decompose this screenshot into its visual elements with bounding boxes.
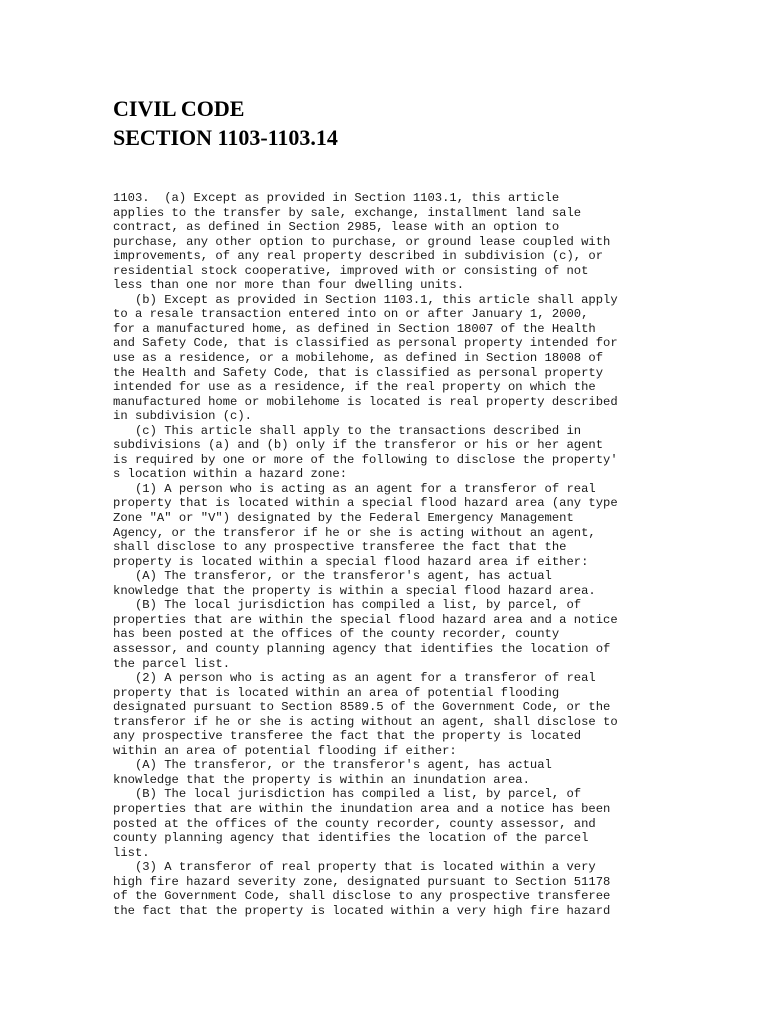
text-line: transferor if he or she is acting without an agent, shall disclose to — [113, 714, 618, 729]
text-line: 1103. (a) Except as provided in Section 1103.1, this article — [113, 191, 560, 205]
text-line: improvements, of any real property described in subdivision (c), or — [113, 249, 604, 264]
text-line: has been posted at the offices of the county recorder, county — [113, 627, 560, 642]
text-line: in subdivision (c). — [113, 409, 252, 424]
text-line: posted at the offices of the county recorder, county assessor, and — [113, 816, 596, 831]
text-line: property that is located within an area of potential flooding — [113, 685, 560, 700]
text-line: and Safety Code, that is classified as personal property intended for — [113, 336, 618, 351]
text-line: of the Government Code, shall disclose to any prospective transferee — [113, 889, 611, 904]
text-line: any prospective transferee the fact that the property is located — [113, 729, 582, 744]
text-line: list. — [113, 845, 150, 860]
text-line: s location within a hazard zone: — [113, 467, 348, 482]
text-line: assessor, and county planning agency that identifies the location of — [113, 641, 611, 656]
text-line: knowledge that the property is within an inundation area. — [113, 772, 530, 787]
text-line: manufactured home or mobilehome is located is real property described — [113, 394, 618, 409]
text-line: knowledge that the property is within a special flood hazard area. — [113, 583, 596, 598]
text-line: properties that are within the inundation area and a notice has been — [113, 801, 611, 816]
text-line: for a manufactured home, as defined in Section 18007 of the Health — [113, 321, 596, 336]
document-title — [113, 94, 338, 152]
title-line-code: CIVIL CODE — [113, 96, 245, 121]
text-line: county planning agency that identifies the location of the parcel — [113, 831, 589, 846]
text-line: Zone "A" or "V") designated by the Federal Emergency Management — [113, 511, 574, 526]
text-line: (B) The local jurisdiction has compiled a list, by parcel, of — [113, 787, 582, 802]
text-line: the fact that the property is located within a very high fire hazard — [113, 903, 611, 918]
text-line: (1) A person who is acting as an agent for a transferor of real — [113, 481, 596, 496]
text-line: intended for use as a residence, if the real property on which the — [113, 380, 596, 395]
text-line: (B) The local jurisdiction has compiled a list, by parcel, of — [113, 598, 582, 613]
text-line: applies to the transfer by sale, exchange, installment land sale — [113, 205, 582, 220]
text-line: less than one nor more than four dwelling units. — [113, 278, 465, 293]
text-line: residential stock cooperative, improved with or consisting of not — [113, 263, 589, 278]
statute-text — [113, 191, 618, 918]
text-line: contract, as defined in Section 2985, lease with an option to — [113, 220, 560, 235]
title-line-section: SECTION 1103-1103.14 — [113, 125, 338, 150]
text-line: designated pursuant to Section 8589.5 of the Government Code, or the — [113, 700, 611, 715]
text-line: (A) The transferor, or the transferor's agent, has actual — [113, 569, 552, 584]
text-line: (b) Except as provided in Section 1103.1, this article shall apply — [113, 292, 618, 307]
text-line: high fire hazard severity zone, designated pursuant to Section 51178 — [113, 874, 611, 889]
text-line: shall disclose to any prospective transferee the fact that the — [113, 540, 567, 555]
text-line: subdivisions (a) and (b) only if the transferor or his or her agent — [113, 438, 604, 453]
text-line: to a resale transaction entered into on or after January 1, 2000, — [113, 307, 589, 322]
text-line: (2) A person who is acting as an agent for a transferor of real — [113, 671, 596, 686]
text-line: properties that are within the special flood hazard area and a notice — [113, 612, 618, 627]
text-line: use as a residence, or a mobilehome, as defined in Section 18008 of — [113, 351, 604, 366]
text-line: (A) The transferor, or the transferor's agent, has actual — [113, 758, 552, 773]
text-line: (c) This article shall apply to the transactions described in — [113, 423, 582, 438]
text-line: property that is located within a special flood hazard area (any type — [113, 496, 618, 511]
text-line: Agency, or the transferor if he or she is acting without an agent, — [113, 525, 596, 540]
text-line: property is located within a special flood hazard area if either: — [113, 554, 589, 569]
text-line: the parcel list. — [113, 656, 231, 671]
text-line: (3) A transferor of real property that is located within a very — [113, 860, 596, 875]
text-line: purchase, any other option to purchase, or ground lease coupled with — [113, 234, 611, 249]
text-line: within an area of potential flooding if either: — [113, 743, 457, 758]
text-line: the Health and Safety Code, that is classified as personal property — [113, 365, 604, 380]
text-line: is required by one or more of the following to disclose the property' — [113, 452, 618, 467]
